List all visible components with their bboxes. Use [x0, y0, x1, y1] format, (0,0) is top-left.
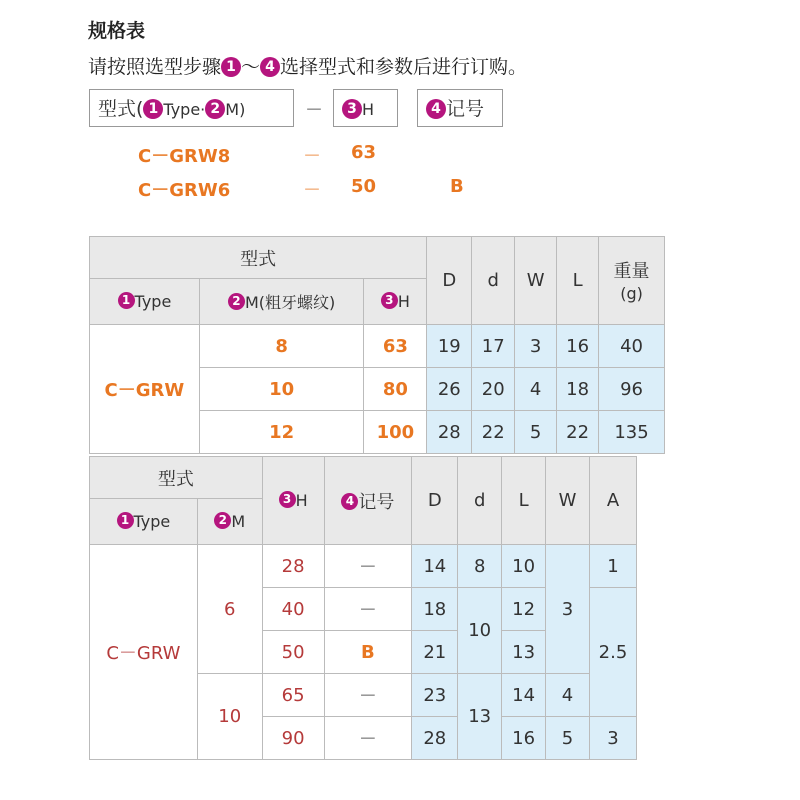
weight-label: 重量 [613, 261, 650, 282]
t1-cell: 12 [199, 411, 364, 454]
t2-col-m [197, 499, 262, 545]
t2-cell: 5 [546, 717, 590, 760]
t2-cell: － [324, 545, 412, 588]
t1-col-h [364, 279, 427, 325]
example-2-dash: － [303, 180, 321, 201]
t2-cell: 2.5 [589, 588, 636, 717]
h-label: H [397, 292, 410, 311]
t1-group-header: 型式 [90, 237, 427, 279]
t2-cell: 1 [589, 545, 636, 588]
t2-cell: 14 [502, 674, 546, 717]
h-label: H [295, 491, 308, 510]
t1-cell: 135 [599, 411, 665, 454]
t2-cell: B [324, 631, 412, 674]
t2-cell: 16 [502, 717, 546, 760]
instruction-suffix: 选择型式和参数后进行订购。 [280, 56, 528, 78]
example-2-mark: B [450, 176, 464, 197]
t1-col-d: d [472, 237, 515, 325]
example-2-model: C－GRW6 [138, 180, 231, 201]
t1-type-value: C－GRW [90, 325, 200, 454]
t1-cell: 4 [515, 368, 557, 411]
instruction-text [88, 52, 527, 79]
t1-cell: 100 [364, 411, 427, 454]
instruction-prefix: 请按照选型步骤 [88, 56, 222, 78]
t1-cell: 3 [515, 325, 557, 368]
step-1-badge: 1 [118, 292, 135, 309]
t1-cell: 22 [472, 411, 515, 454]
step-4-badge: 4 [260, 57, 280, 77]
type-text: Type· [163, 100, 206, 119]
type-m-box [89, 89, 294, 127]
t1-cell: 18 [557, 368, 599, 411]
t2-cell: 3 [546, 545, 590, 674]
t2-col-W: W [546, 457, 590, 545]
t1-cell: 16 [557, 325, 599, 368]
formula-dash: － [305, 100, 323, 121]
t2-cell: 23 [412, 674, 458, 717]
t1-cell: 5 [515, 411, 557, 454]
t2-col-mark [324, 457, 412, 545]
t2-cell: 12 [502, 588, 546, 631]
t1-cell: 96 [599, 368, 665, 411]
step-3-badge: 3 [279, 491, 296, 508]
weight-unit: (g) [620, 284, 643, 303]
example-1-dash: － [303, 146, 321, 167]
t2-cell: － [324, 674, 412, 717]
t2-cell: 4 [546, 674, 590, 717]
step-1-badge: 1 [143, 99, 163, 119]
example-1-model: C－GRW8 [138, 146, 231, 167]
step-3-badge: 3 [342, 99, 362, 119]
t1-cell: 17 [472, 325, 515, 368]
t2-cell: 18 [412, 588, 458, 631]
m-label: M(粗牙螺纹) [244, 293, 336, 312]
mark-label: 记号 [358, 491, 395, 513]
t2-cell: 10 [502, 545, 546, 588]
step-2-badge: 2 [205, 99, 225, 119]
t2-cell: 90 [262, 717, 324, 760]
t1-col-D: D [427, 237, 472, 325]
t2-col-L: L [502, 457, 546, 545]
type-label: 型式( [98, 98, 144, 120]
t1-cell: 22 [557, 411, 599, 454]
t2-cell: 50 [262, 631, 324, 674]
t2-cell: 3 [589, 717, 636, 760]
t2-cell: 21 [412, 631, 458, 674]
t2-m-10: 10 [197, 674, 262, 760]
t1-cell: 80 [364, 368, 427, 411]
t1-cell: 19 [427, 325, 472, 368]
t2-cell: 13 [502, 631, 546, 674]
type-label: Type [133, 512, 171, 531]
instruction-separator: ～ [241, 56, 261, 78]
t2-cell: － [324, 588, 412, 631]
t2-col-type [90, 499, 198, 545]
step-4-badge: 4 [426, 99, 446, 119]
type-label: Type [134, 292, 172, 311]
t1-col-L: L [557, 237, 599, 325]
t1-cell: 20 [472, 368, 515, 411]
t2-cell: 28 [262, 545, 324, 588]
t1-cell: 8 [199, 325, 364, 368]
example-1-h: 63 [351, 142, 377, 163]
t1-cell: 63 [364, 325, 427, 368]
t2-cell: 28 [412, 717, 458, 760]
t2-type-value: C－GRW [90, 545, 198, 760]
t1-cell: 28 [427, 411, 472, 454]
t1-cell: 26 [427, 368, 472, 411]
t2-col-D: D [412, 457, 458, 545]
t2-m-6: 6 [197, 545, 262, 674]
step-4-badge: 4 [341, 493, 358, 510]
m-text: M) [225, 100, 246, 119]
step-2-badge: 2 [214, 512, 231, 529]
m-label: M [231, 512, 246, 531]
t2-cell: 14 [412, 545, 458, 588]
t1-col-m [199, 279, 364, 325]
step-1-badge: 1 [221, 57, 241, 77]
t2-cell: 10 [458, 588, 502, 674]
t2-cell: 8 [458, 545, 502, 588]
h-text: H [362, 100, 375, 119]
t1-cell: 10 [199, 368, 364, 411]
t1-col-W: W [515, 237, 557, 325]
mark-text: 记号 [446, 98, 485, 120]
t2-group-header: 型式 [90, 457, 263, 499]
t1-col-type [90, 279, 200, 325]
t2-col-d: d [458, 457, 502, 545]
page-title: 规格表 [88, 20, 146, 42]
t2-col-h [262, 457, 324, 545]
t2-cell: 65 [262, 674, 324, 717]
t1-col-weight [599, 237, 665, 325]
spec-table-2 [89, 456, 637, 760]
t2-cell: 13 [458, 674, 502, 760]
t1-cell: 40 [599, 325, 665, 368]
step-3-badge: 3 [381, 292, 398, 309]
h-box [333, 89, 398, 127]
step-1-badge: 1 [117, 512, 134, 529]
step-2-badge: 2 [228, 293, 245, 310]
mark-box [417, 89, 503, 127]
t2-col-A: A [589, 457, 636, 545]
t2-cell: － [324, 717, 412, 760]
t2-cell: 40 [262, 588, 324, 631]
spec-table-1 [89, 236, 665, 454]
example-2-h: 50 [351, 176, 377, 197]
